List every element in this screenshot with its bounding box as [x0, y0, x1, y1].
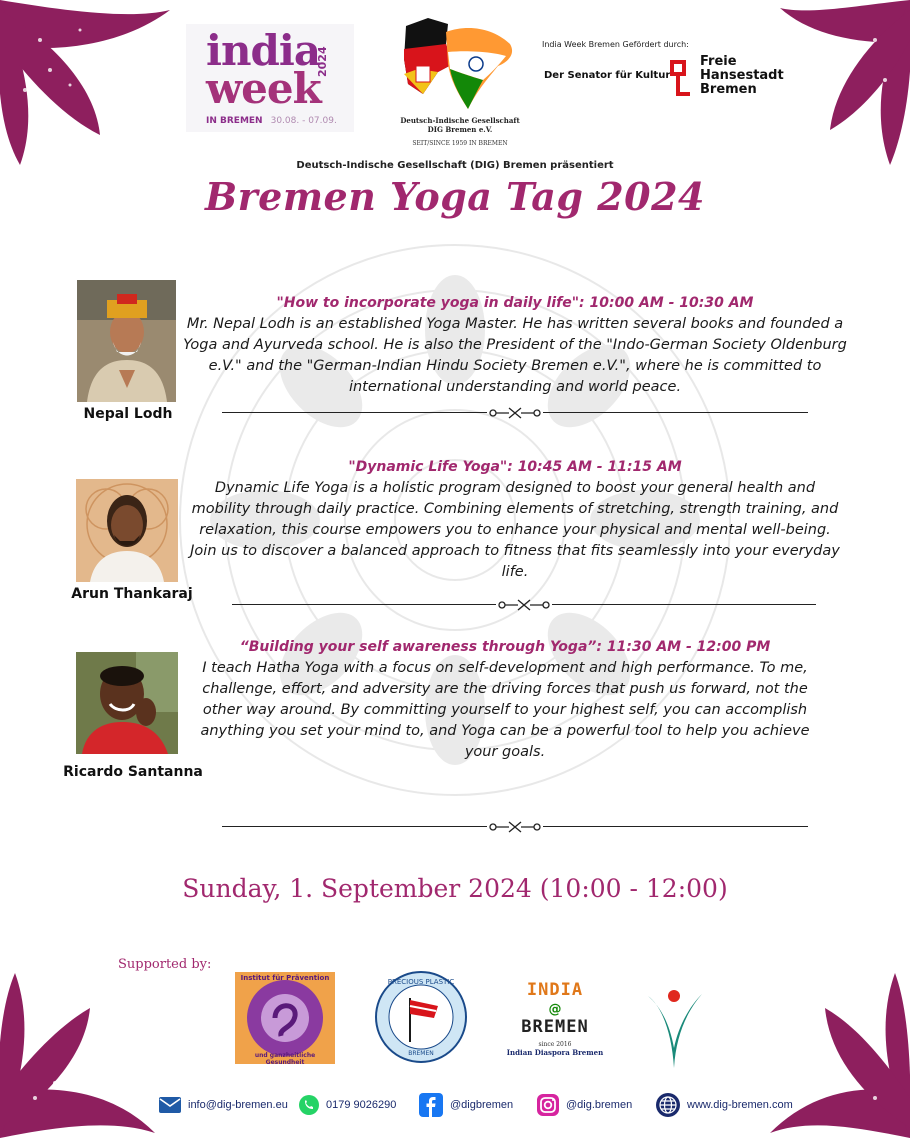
precious-text-bottom: BREMEN — [408, 1050, 434, 1057]
dig-name-line2: DIG Bremen e.V. — [427, 125, 493, 134]
corner-flower-top-right — [780, 0, 910, 170]
speaker-photo-arun-thankaraj — [76, 479, 178, 582]
india-week-word-india: india — [206, 26, 321, 75]
dig-map-icon — [398, 14, 522, 114]
funded-by-label: India Week Bremen Gefördert durch: — [542, 40, 689, 49]
page-title: Bremen Yoga Tag 2024 — [205, 174, 705, 219]
dig-name — [398, 116, 522, 134]
phone-text: 0179 9026290 — [326, 1099, 397, 1111]
ornament-icon — [496, 598, 552, 612]
india-week-city: IN BREMEN — [206, 116, 263, 126]
session-title: "Dynamic Life Yoga": 10:45 AM - 11:15 AM — [348, 459, 682, 475]
precious-text-top: PRECIOUS PLASTIC — [387, 978, 455, 986]
globe-icon — [655, 1092, 681, 1118]
institut-text-top: Institut für Prävention — [240, 974, 330, 982]
speaker-name: Arun Thankaraj — [71, 586, 193, 602]
hansestadt-bremen-label — [700, 55, 784, 97]
contact-facebook[interactable] — [418, 1093, 513, 1117]
india-week-logo — [186, 24, 354, 132]
speaker-photo-nepal-lodh — [77, 280, 176, 402]
session-2 — [190, 456, 840, 583]
session-description: Mr. Nepal Lodh is an established Yoga Master. He has written several books and founded a Yoga and Ayurveda school. He is also the President of the "Indo-German Society Oldenburg e.V." and the "German-Indian Hindu Society Bremen e.V.", where he is committed to international understanding and world peace. — [183, 316, 847, 395]
facebook-text: @digbremen — [450, 1099, 514, 1111]
sponsor-institut-logo — [235, 972, 335, 1064]
dig-logo — [398, 14, 522, 148]
india-at-word: INDIA — [526, 980, 584, 1000]
since-2016: since 2016 — [538, 1041, 572, 1048]
whatsapp-icon — [298, 1094, 320, 1116]
divider-ornament — [232, 598, 816, 612]
session-description: I teach Hatha Yoga with a focus on self-development and high performance. To me, challenge, effort, and adversity are the driving forces that push us forward, not the other way around. By committing yourself to your highest self, you can accomplish anything you set your mind to, and Yoga can be a powerful tool to help you achieve your goals. — [200, 660, 810, 760]
session-title: "How to incorporate yoga in daily life": 10:00 AM - 10:30 AM — [276, 295, 754, 311]
person-icon — [76, 652, 178, 754]
sponsor-india-at-bremen-logo — [505, 980, 605, 1068]
speaker-name: Nepal Lodh — [83, 406, 173, 422]
at-symbol: @ — [548, 1002, 562, 1017]
session-3 — [200, 636, 810, 763]
divider-ornament — [222, 406, 808, 420]
email-icon — [158, 1095, 182, 1115]
sponsor-v-logo-icon — [644, 984, 704, 1070]
person-icon — [76, 479, 178, 582]
hansestadt-line3: Bremen — [700, 82, 757, 97]
india-week-year: 2024 — [316, 46, 329, 78]
dig-since: SEIT/SINCE 1959 IN BREMEN — [412, 140, 508, 147]
hansestadt-line1: Freie — [700, 54, 737, 69]
dig-name-line1: Deutsch-Indische Gesellschaft — [400, 116, 520, 125]
hansestadt-line2: Hansestadt — [700, 68, 784, 83]
facebook-icon — [418, 1092, 444, 1118]
instagram-icon — [536, 1093, 560, 1117]
india-week-word-week: week — [206, 64, 321, 113]
website-text: www.dig-bremen.com — [687, 1099, 793, 1111]
sponsor-precious-plastic-logo — [374, 970, 468, 1064]
supported-by-label: Supported by: — [118, 957, 212, 972]
senator-label: Der Senator für Kultur — [544, 70, 671, 81]
person-icon — [77, 280, 176, 402]
contact-instagram[interactable] — [536, 1093, 632, 1117]
bremen-word: BREMEN — [521, 1017, 589, 1037]
india-week-subline — [206, 116, 337, 126]
corner-flower-bottom-left — [0, 968, 160, 1138]
divider-ornament — [222, 820, 808, 834]
session-description: Dynamic Life Yoga is a holistic program designed to boost your general health and mobility through daily practice. Combining elements of stretching, strength training, and relaxation, this course empowers you to enhance your physical and mental well-being. Join us to discover a balanced approach to fitness that fits seamlessly into your everyday life. — [190, 480, 840, 580]
instagram-text: @dig.bremen — [566, 1099, 633, 1111]
ornament-icon — [487, 406, 543, 420]
session-title: “Building your self awareness through Yoga”: 11:30 AM - 12:00 PM — [239, 639, 771, 655]
event-date: Sunday, 1. September 2024 (10:00 - 12:00) — [182, 874, 728, 903]
india-week-dates: 30.08. - 07.09. — [270, 116, 337, 126]
speaker-photo-ricardo-santanna — [76, 652, 178, 754]
indian-diaspora-bremen: Indian Diaspora Bremen — [506, 1048, 604, 1057]
institut-text-bottom: und ganzheitliche Gesundheit — [254, 1052, 316, 1066]
contact-website[interactable] — [655, 1093, 793, 1117]
bremen-key-icon — [668, 58, 694, 98]
contact-phone[interactable] — [298, 1093, 396, 1117]
email-text: info@dig-bremen.eu — [188, 1099, 288, 1111]
session-1 — [180, 292, 850, 398]
ornament-icon — [487, 820, 543, 834]
presents-line: Deutsch-Indische Gesellschaft (DIG) Bremen präsentiert — [296, 160, 614, 171]
corner-flower-top-left — [0, 0, 175, 170]
institut-logo-icon — [235, 972, 335, 1064]
contact-email[interactable] — [158, 1093, 288, 1117]
speaker-name: Ricardo Santanna — [63, 764, 203, 780]
